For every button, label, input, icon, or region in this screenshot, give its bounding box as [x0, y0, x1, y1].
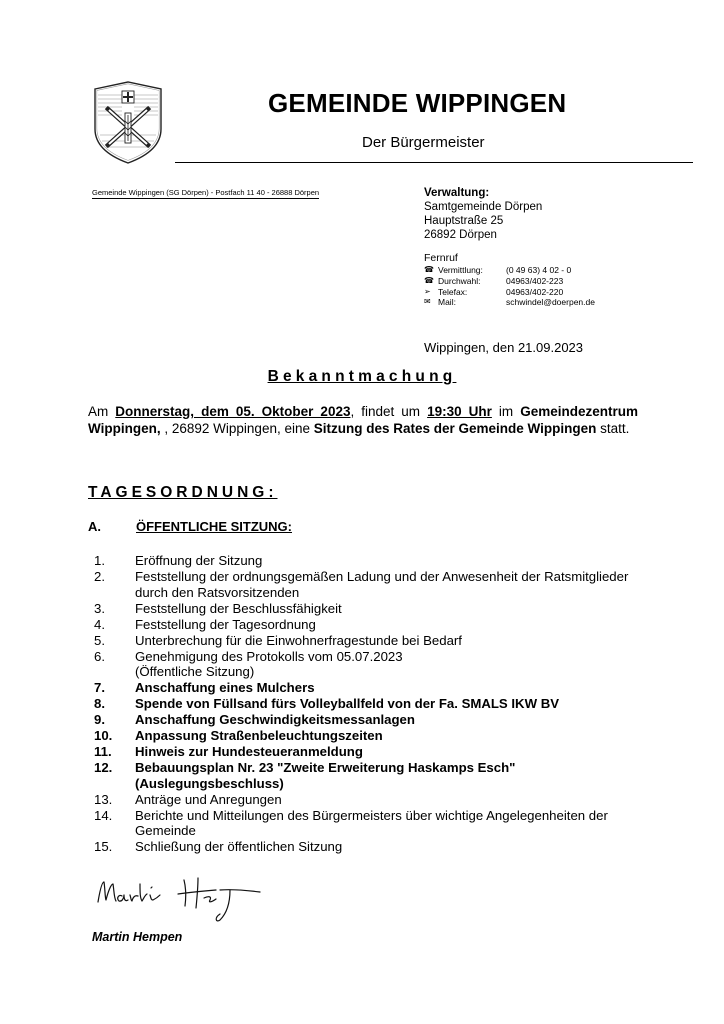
agenda-item-number: 1. [94, 553, 105, 568]
agenda-item [88, 712, 648, 728]
agenda-item [88, 553, 648, 569]
agenda-item-text [135, 712, 648, 728]
agenda-item [88, 839, 648, 855]
agenda-item-number: 8. [94, 696, 105, 712]
agenda-item-line: Spende von Füllsand fürs Volleyballfeld von der Fa. SMALS IKW BV [135, 696, 560, 712]
agenda-item-number: 2. [94, 568, 105, 584]
contact-value: schwindel@doerpen.de [506, 297, 595, 308]
meeting-time: 19:30 Uhr [427, 404, 492, 419]
administration-label: Verwaltung: [424, 187, 490, 199]
agenda-item [88, 617, 648, 633]
intro-text: , 26892 Wippingen, eine [160, 420, 314, 436]
agenda-item-line: Bebauungsplan Nr. 23 "Zweite Erweiterung Haskamps Esch" [135, 760, 516, 776]
agenda-item-number: 13. [94, 791, 113, 807]
agenda-item-line: Unterbrechung für die Einwohnerfragestunde bei Bedarf [135, 632, 462, 648]
meeting-venue: Gemeindezentrum Wippingen, [88, 404, 638, 436]
agenda-item-number: 9. [94, 712, 105, 728]
administration-block [424, 186, 542, 242]
agenda-item-line: Anträge und Anregungen [135, 791, 282, 807]
org-title: GEMEINDE WIPPINGEN [268, 88, 567, 118]
agenda-item-line: Anpassung Straßenbeleuchtungszeiten [135, 728, 383, 744]
agenda-item [88, 680, 648, 696]
agenda-item [88, 633, 648, 649]
agenda-item-text [135, 680, 648, 696]
agenda-item-number: 3. [94, 600, 105, 616]
contact-block [424, 251, 595, 308]
contact-label: Durchwahl: [438, 275, 481, 286]
agenda-item-text [135, 569, 648, 600]
agenda-item [88, 808, 648, 839]
agenda-list [88, 553, 648, 855]
intro-text: , findet um [350, 404, 428, 419]
fax-icon: ➢ [424, 286, 431, 296]
agenda-item-number: 14. [94, 807, 113, 823]
return-address: Gemeinde Wippingen (SG Dörpen) - Postfach 11 40 - 26888 Dörpen [92, 188, 320, 197]
contact-row [424, 265, 595, 276]
contact-label: Mail: [438, 297, 456, 308]
place-date: Wippingen, den 21.09.2023 [424, 340, 584, 355]
header-divider [175, 162, 693, 163]
agenda-item-text [135, 553, 648, 569]
administration-line: 26892 Dörpen [424, 229, 497, 241]
section-number: A. [88, 519, 101, 534]
agenda-item-text [135, 744, 648, 760]
agenda-item-line: Eröffnung der Sitzung [135, 553, 263, 568]
contact-label: Telefax: [438, 286, 468, 297]
contact-row [424, 297, 595, 308]
agenda-item-line: (Auslegungsbeschluss) [135, 775, 284, 791]
contact-value: 04963/402-223 [506, 275, 564, 286]
agenda-item-text [135, 760, 648, 791]
section-title: ÖFFENTLICHE SITZUNG: [136, 519, 292, 534]
signer-name: Martin Hempen [92, 930, 183, 944]
agenda-item-line: Berichte und Mitteilungen des Bürgermeisters über wichtige Angelegenheiten der Gemeinde [135, 807, 608, 839]
agenda-item-number: 12. [94, 760, 113, 776]
agenda-item-number: 5. [94, 632, 105, 648]
agenda-item [88, 792, 648, 808]
agenda-item-line: (Öffentliche Sitzung) [135, 664, 255, 680]
agenda-item-text [135, 633, 648, 649]
agenda-item [88, 744, 648, 760]
agenda-item-text [135, 792, 648, 808]
phone-icon: ☎ [424, 275, 434, 285]
agenda-item-number: 7. [94, 680, 105, 696]
agenda-item [88, 760, 648, 791]
agenda-item-text [135, 728, 648, 744]
document-heading-text: Bekanntmachung [267, 368, 457, 385]
contact-row [424, 287, 595, 298]
agenda-item-line: Feststellung der Beschlussfähigkeit [135, 600, 342, 616]
agenda-item-text [135, 649, 648, 680]
agenda-item-number: 11. [94, 744, 112, 760]
coat-of-arms-icon [92, 79, 164, 165]
agenda-item-line: Anschaffung eines Mulchers [135, 680, 315, 696]
agenda-item [88, 696, 648, 712]
agenda-item-text [135, 617, 648, 633]
agenda-item-line: Genehmigung des Protokolls vom 05.07.2023 [135, 648, 403, 664]
contact-value: 04963/402-220 [506, 286, 564, 297]
agenda-item-number: 6. [94, 648, 105, 664]
administration-line: Samtgemeinde Dörpen [424, 201, 543, 213]
intro-paragraph [88, 404, 638, 437]
intro-text: Am [88, 404, 116, 419]
intro-text: statt. [596, 420, 630, 436]
agenda-item-line: Feststellung der Tagesordnung [135, 616, 316, 632]
agenda-item [88, 601, 648, 617]
agenda-item-number: 10. [94, 728, 113, 744]
intro-text: im [491, 404, 521, 419]
section-heading [88, 519, 292, 534]
agenda-item-text [135, 601, 648, 617]
agenda-item [88, 649, 648, 680]
agenda-item [88, 728, 648, 744]
meeting-name: Sitzung des Rates der Gemeinde Wippingen [313, 420, 597, 436]
meeting-date: Donnerstag, dem 05. Oktober 2023 [115, 404, 351, 419]
agenda-item-line: Schließung der öffentlichen Sitzung [135, 839, 343, 855]
document-heading [0, 368, 724, 386]
agenda-item-line: Hinweis zur Hundesteueranmeldung [135, 744, 363, 760]
agenda-item-line: Feststellung der ordnungsgemäßen Ladung und der Anwesenheit der Ratsmitglieder durch den Ratsvorsitzenden [135, 568, 629, 600]
mail-icon: ✉ [424, 297, 431, 307]
agenda-item-line: Anschaffung Geschwindigkeitsmessanlagen [135, 712, 415, 728]
agenda-item-text [135, 839, 648, 855]
phone-icon: ☎ [424, 265, 434, 274]
agenda-item [88, 569, 648, 600]
org-subtitle: Der Bürgermeister [362, 134, 485, 151]
agenda-item-text [135, 808, 648, 839]
agenda-item-text [135, 696, 648, 712]
agenda-item-number: 15. [94, 839, 113, 855]
agenda-title: TAGESORDNUNG: [88, 484, 278, 501]
administration-line: Hauptstraße 25 [424, 215, 504, 227]
handwritten-signature [92, 868, 272, 926]
contact-heading: Fernruf [424, 252, 458, 264]
agenda-item-number: 4. [94, 616, 105, 632]
contact-row [424, 276, 595, 287]
contact-label: Vermittlung: [438, 265, 483, 275]
contact-value: (0 49 63) 4 02 - 0 [506, 265, 572, 275]
